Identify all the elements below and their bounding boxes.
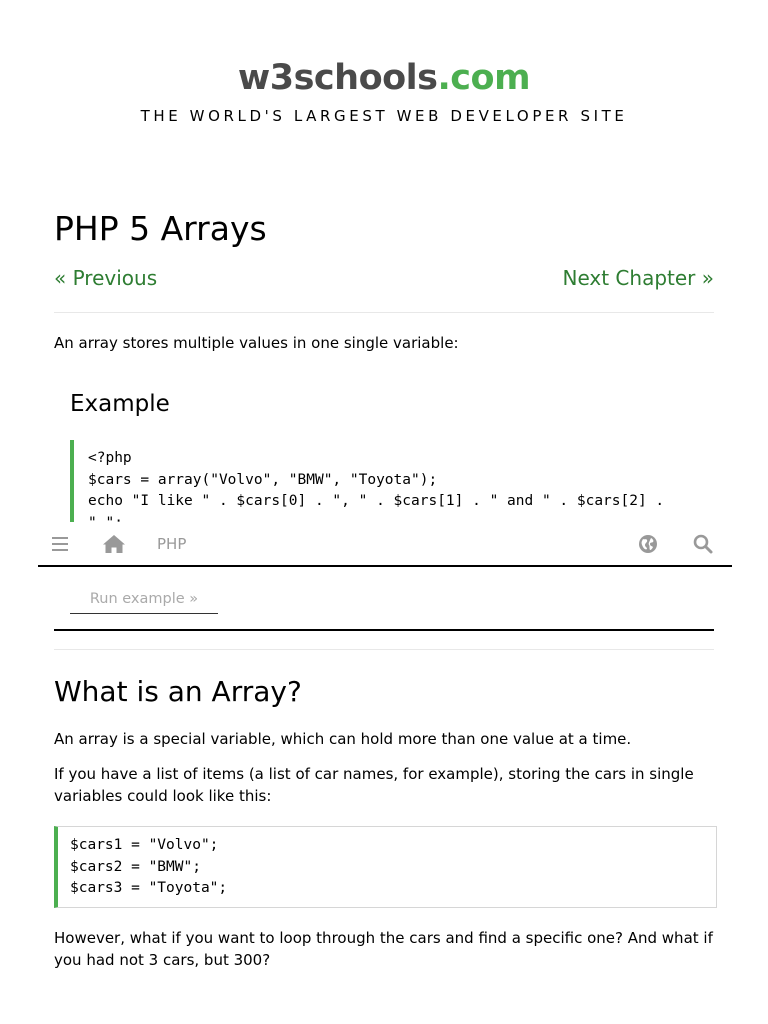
- site-tagline: THE WORLD'S LARGEST WEB DEVELOPER SITE: [140, 107, 628, 125]
- previous-link[interactable]: « Previous: [54, 266, 158, 290]
- divider: [54, 649, 714, 650]
- site-logo[interactable]: [0, 56, 768, 100]
- example-heading: Example: [70, 391, 170, 417]
- globe-icon[interactable]: [638, 522, 658, 565]
- divider: [54, 312, 714, 313]
- intro-text: An array stores multiple values in one single variable:: [54, 334, 459, 352]
- logo-main-text: w3schools: [237, 58, 438, 98]
- top-navigation-bar: [38, 522, 732, 567]
- variables-code-block: [54, 826, 717, 908]
- logo-tld-text: .com: [437, 58, 531, 98]
- section-paragraph: However, what if you want to loop through the cars and find a specific one? And what if you had not 3 cars, but 300?: [54, 929, 713, 969]
- run-example-button[interactable]: Run example »: [70, 585, 218, 614]
- example-bottom-border: [54, 629, 714, 631]
- home-icon[interactable]: [102, 522, 126, 565]
- example-code-block: [70, 440, 718, 522]
- nav-item-php[interactable]: PHP: [157, 534, 187, 553]
- variables-code: $cars1 = "Volvo"; $cars2 = "BMW"; $cars3 = "Toyota";: [70, 837, 228, 896]
- section-paragraph: If you have a list of items (a list of car names, for example), storing the cars in single variables could look like this:: [54, 765, 694, 805]
- example-code: <?php $cars = array("Volvo", "BMW", "Toyota"); echo "I like " . $cars[0] . ", " . $cars[1] . " and " . $cars[2] .: [88, 450, 665, 509]
- next-chapter-link[interactable]: Next Chapter »: [562, 266, 714, 290]
- search-icon[interactable]: [693, 522, 713, 565]
- section-paragraph: An array is a special variable, which can hold more than one value at a time.: [54, 730, 632, 748]
- section-heading: What is an Array?: [54, 675, 302, 708]
- page-title: PHP 5 Arrays: [54, 209, 267, 248]
- hamburger-menu-icon[interactable]: [52, 522, 70, 565]
